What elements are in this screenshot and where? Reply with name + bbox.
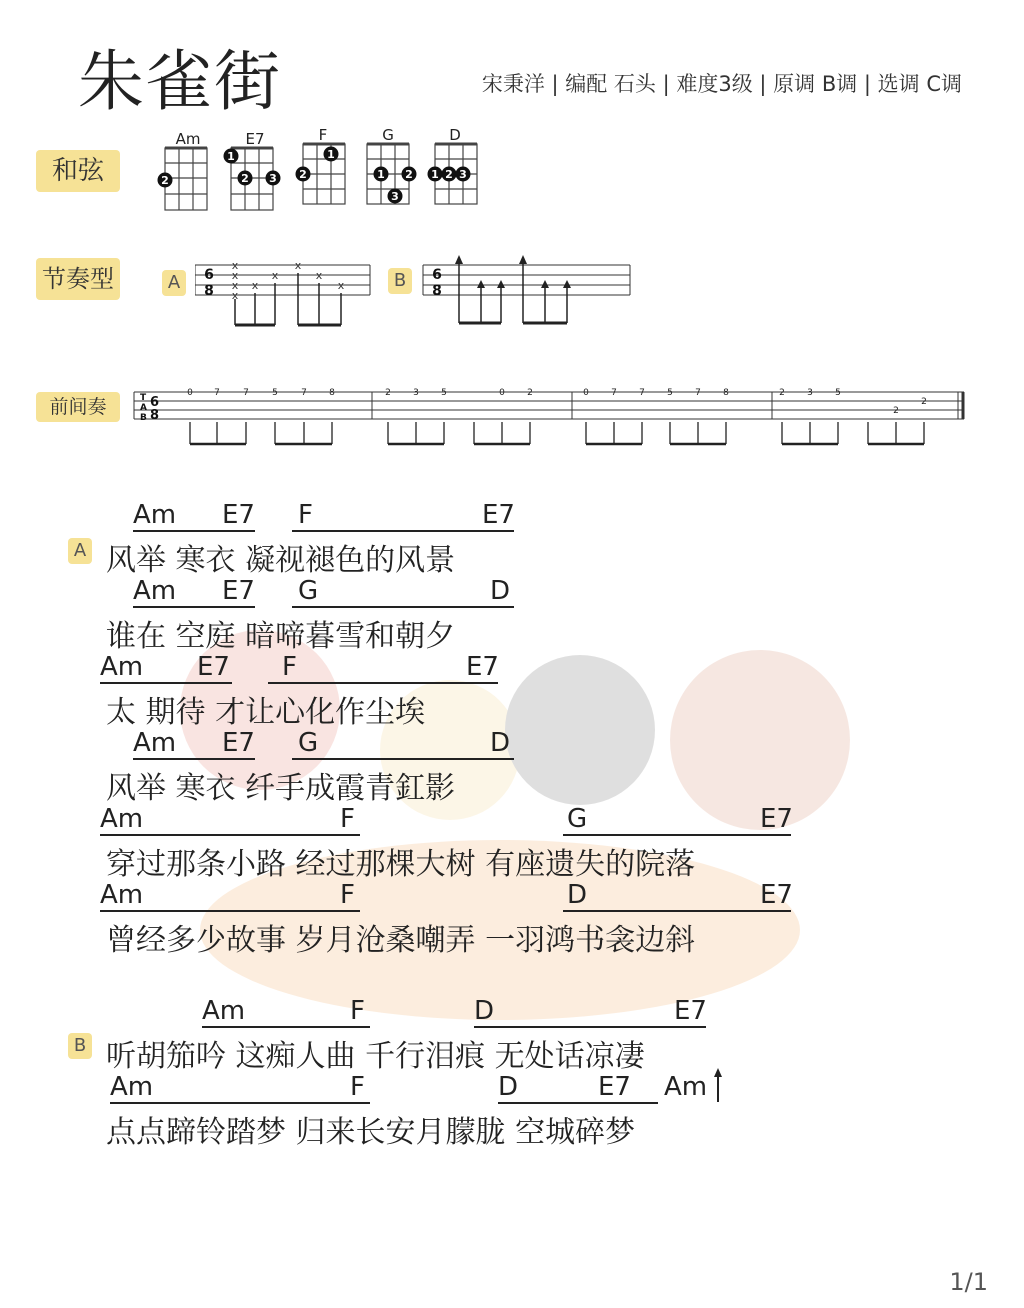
svg-text:3: 3: [807, 388, 813, 398]
finger-f-2: 2: [299, 168, 307, 181]
lyric-line: 风举 寒衣 凝视褪色的风景: [106, 543, 456, 578]
chord-label: G: [298, 576, 319, 606]
chord-label: D: [567, 880, 588, 910]
chord-name-d: D: [449, 128, 461, 144]
rhythm-a-label: A: [162, 270, 186, 296]
svg-text:7: 7: [695, 388, 701, 398]
intro-label: 前间奏: [36, 392, 120, 422]
svg-text:5: 5: [272, 388, 278, 398]
svg-text:x: x: [231, 289, 239, 302]
finger-am-1: 2: [161, 174, 169, 187]
chords-label: 和弦: [36, 150, 120, 192]
section-b-label: B: [68, 1033, 92, 1059]
svg-text:x: x: [271, 269, 279, 282]
strum-up-arrow-icon: [712, 1068, 724, 1104]
rhythm-staves: [195, 255, 635, 335]
chord-label: F: [298, 500, 313, 530]
chord-name-am: Am: [175, 130, 201, 148]
finger-e7-2: 2: [241, 172, 249, 185]
chord-label: E7: [482, 500, 515, 530]
chord-label: Am: [664, 1072, 708, 1102]
chord-label: E7: [598, 1072, 631, 1102]
svg-text:5: 5: [441, 388, 447, 398]
chord-label: G: [298, 728, 319, 758]
lyric-line: 听胡笳吟 这痴人曲 千行泪痕 无处话凉凄: [106, 1039, 645, 1074]
chord-label: E7: [674, 996, 707, 1026]
chord-label: Am: [100, 880, 144, 910]
time-sig-a-bottom: 8: [204, 283, 214, 299]
chord-label: F: [282, 652, 297, 682]
song-title: 朱雀街: [78, 43, 282, 120]
rhythm-label: 节奏型: [36, 258, 120, 300]
svg-text:7: 7: [214, 388, 220, 398]
svg-text:5: 5: [667, 388, 673, 398]
page-number: 1/1: [949, 1268, 988, 1296]
tab-letter-t: T: [140, 393, 147, 403]
chord-name-g: G: [382, 128, 394, 144]
chord-label: D: [490, 576, 511, 606]
finger-e7-1: 1: [227, 150, 235, 163]
time-sig-a-top: 6: [204, 267, 214, 283]
svg-text:7: 7: [301, 388, 307, 398]
strum-arrows: [455, 255, 571, 288]
chord-label: F: [340, 804, 355, 834]
chord-name-f: F: [318, 128, 328, 144]
svg-text:x: x: [251, 279, 259, 292]
lyric-line: 点点蹄铃踏梦 归来长安月朦胧 空城碎梦: [106, 1115, 636, 1150]
svg-text:x: x: [294, 259, 302, 272]
chord-label: E7: [222, 576, 255, 606]
lyric-line: 曾经多少故事 岁月沧桑嘲弄 一羽鸿书衾边斜: [106, 923, 696, 958]
chord-label: G: [567, 804, 588, 834]
chord-label: D: [474, 996, 495, 1026]
chord-label: Am: [100, 652, 144, 682]
chord-label: D: [490, 728, 511, 758]
svg-text:2: 2: [527, 388, 533, 398]
chord-label: E7: [760, 804, 793, 834]
chord-label: Am: [202, 996, 246, 1026]
section-a-label: A: [68, 538, 92, 564]
svg-text:x: x: [231, 259, 239, 272]
intro-tab: [132, 382, 972, 452]
svg-text:0: 0: [499, 388, 505, 398]
chord-label: Am: [100, 804, 144, 834]
svg-text:2: 2: [893, 406, 899, 416]
tab-time-top: 6: [150, 395, 160, 410]
chord-label: E7: [760, 880, 793, 910]
svg-text:x: x: [315, 269, 323, 282]
tab-clef: [140, 393, 147, 423]
chord-label: Am: [110, 1072, 154, 1102]
chord-label: D: [498, 1072, 519, 1102]
lyric-line: 谁在 空庭 暗啼暮雪和朝夕: [106, 619, 456, 654]
chord-name-e7: E7: [245, 130, 265, 148]
tab-letter-a: A: [140, 403, 147, 413]
chord-label: F: [350, 996, 365, 1026]
svg-text:0: 0: [187, 388, 193, 398]
chord-label: E7: [222, 500, 255, 530]
rhythm-b-label: B: [388, 268, 412, 294]
svg-text:7: 7: [243, 388, 249, 398]
finger-d-2: 2: [445, 168, 453, 181]
svg-text:x: x: [231, 279, 239, 292]
time-sig-b-top: 6: [432, 267, 442, 283]
svg-text:7: 7: [611, 388, 617, 398]
finger-d-1: 1: [431, 168, 439, 181]
finger-d-3: 3: [459, 168, 467, 181]
svg-text:2: 2: [779, 388, 785, 398]
svg-text:5: 5: [835, 388, 841, 398]
lyric-line: 太 期待 才让心化作尘埃: [106, 695, 426, 730]
lyric-line: 穿过那条小路 经过那棵大树 有座遗失的院落: [106, 847, 696, 882]
svg-text:x: x: [231, 269, 239, 282]
finger-f-1: 1: [327, 148, 335, 161]
finger-e7-3: 3: [269, 172, 277, 185]
lyric-line: 风举 寒衣 纤手成霞青釭影: [106, 771, 456, 806]
tab-letter-b: B: [140, 413, 147, 423]
svg-text:0: 0: [583, 388, 589, 398]
chord-diagrams: [155, 128, 495, 218]
finger-g-1: 1: [377, 168, 385, 181]
svg-text:3: 3: [413, 388, 419, 398]
song-meta: 宋秉洋 | 编配 石头 | 难度3级 | 原调 B调 | 选调 C调: [481, 72, 962, 96]
chord-label: Am: [133, 576, 177, 606]
time-sig-b-bottom: 8: [432, 283, 442, 299]
svg-text:8: 8: [723, 388, 729, 398]
svg-text:2: 2: [385, 388, 391, 398]
finger-g-2: 2: [405, 168, 413, 181]
svg-text:7: 7: [639, 388, 645, 398]
svg-text:x: x: [337, 279, 345, 292]
finger-g-3: 3: [391, 190, 399, 203]
chord-label: Am: [133, 500, 177, 530]
chord-label: F: [350, 1072, 365, 1102]
tab-time-bottom: 8: [150, 408, 160, 423]
chord-label: E7: [466, 652, 499, 682]
chord-label: F: [340, 880, 355, 910]
svg-text:8: 8: [329, 388, 335, 398]
chord-label: Am: [133, 728, 177, 758]
chord-label: E7: [222, 728, 255, 758]
svg-text:2: 2: [921, 397, 927, 407]
chord-label: E7: [197, 652, 230, 682]
